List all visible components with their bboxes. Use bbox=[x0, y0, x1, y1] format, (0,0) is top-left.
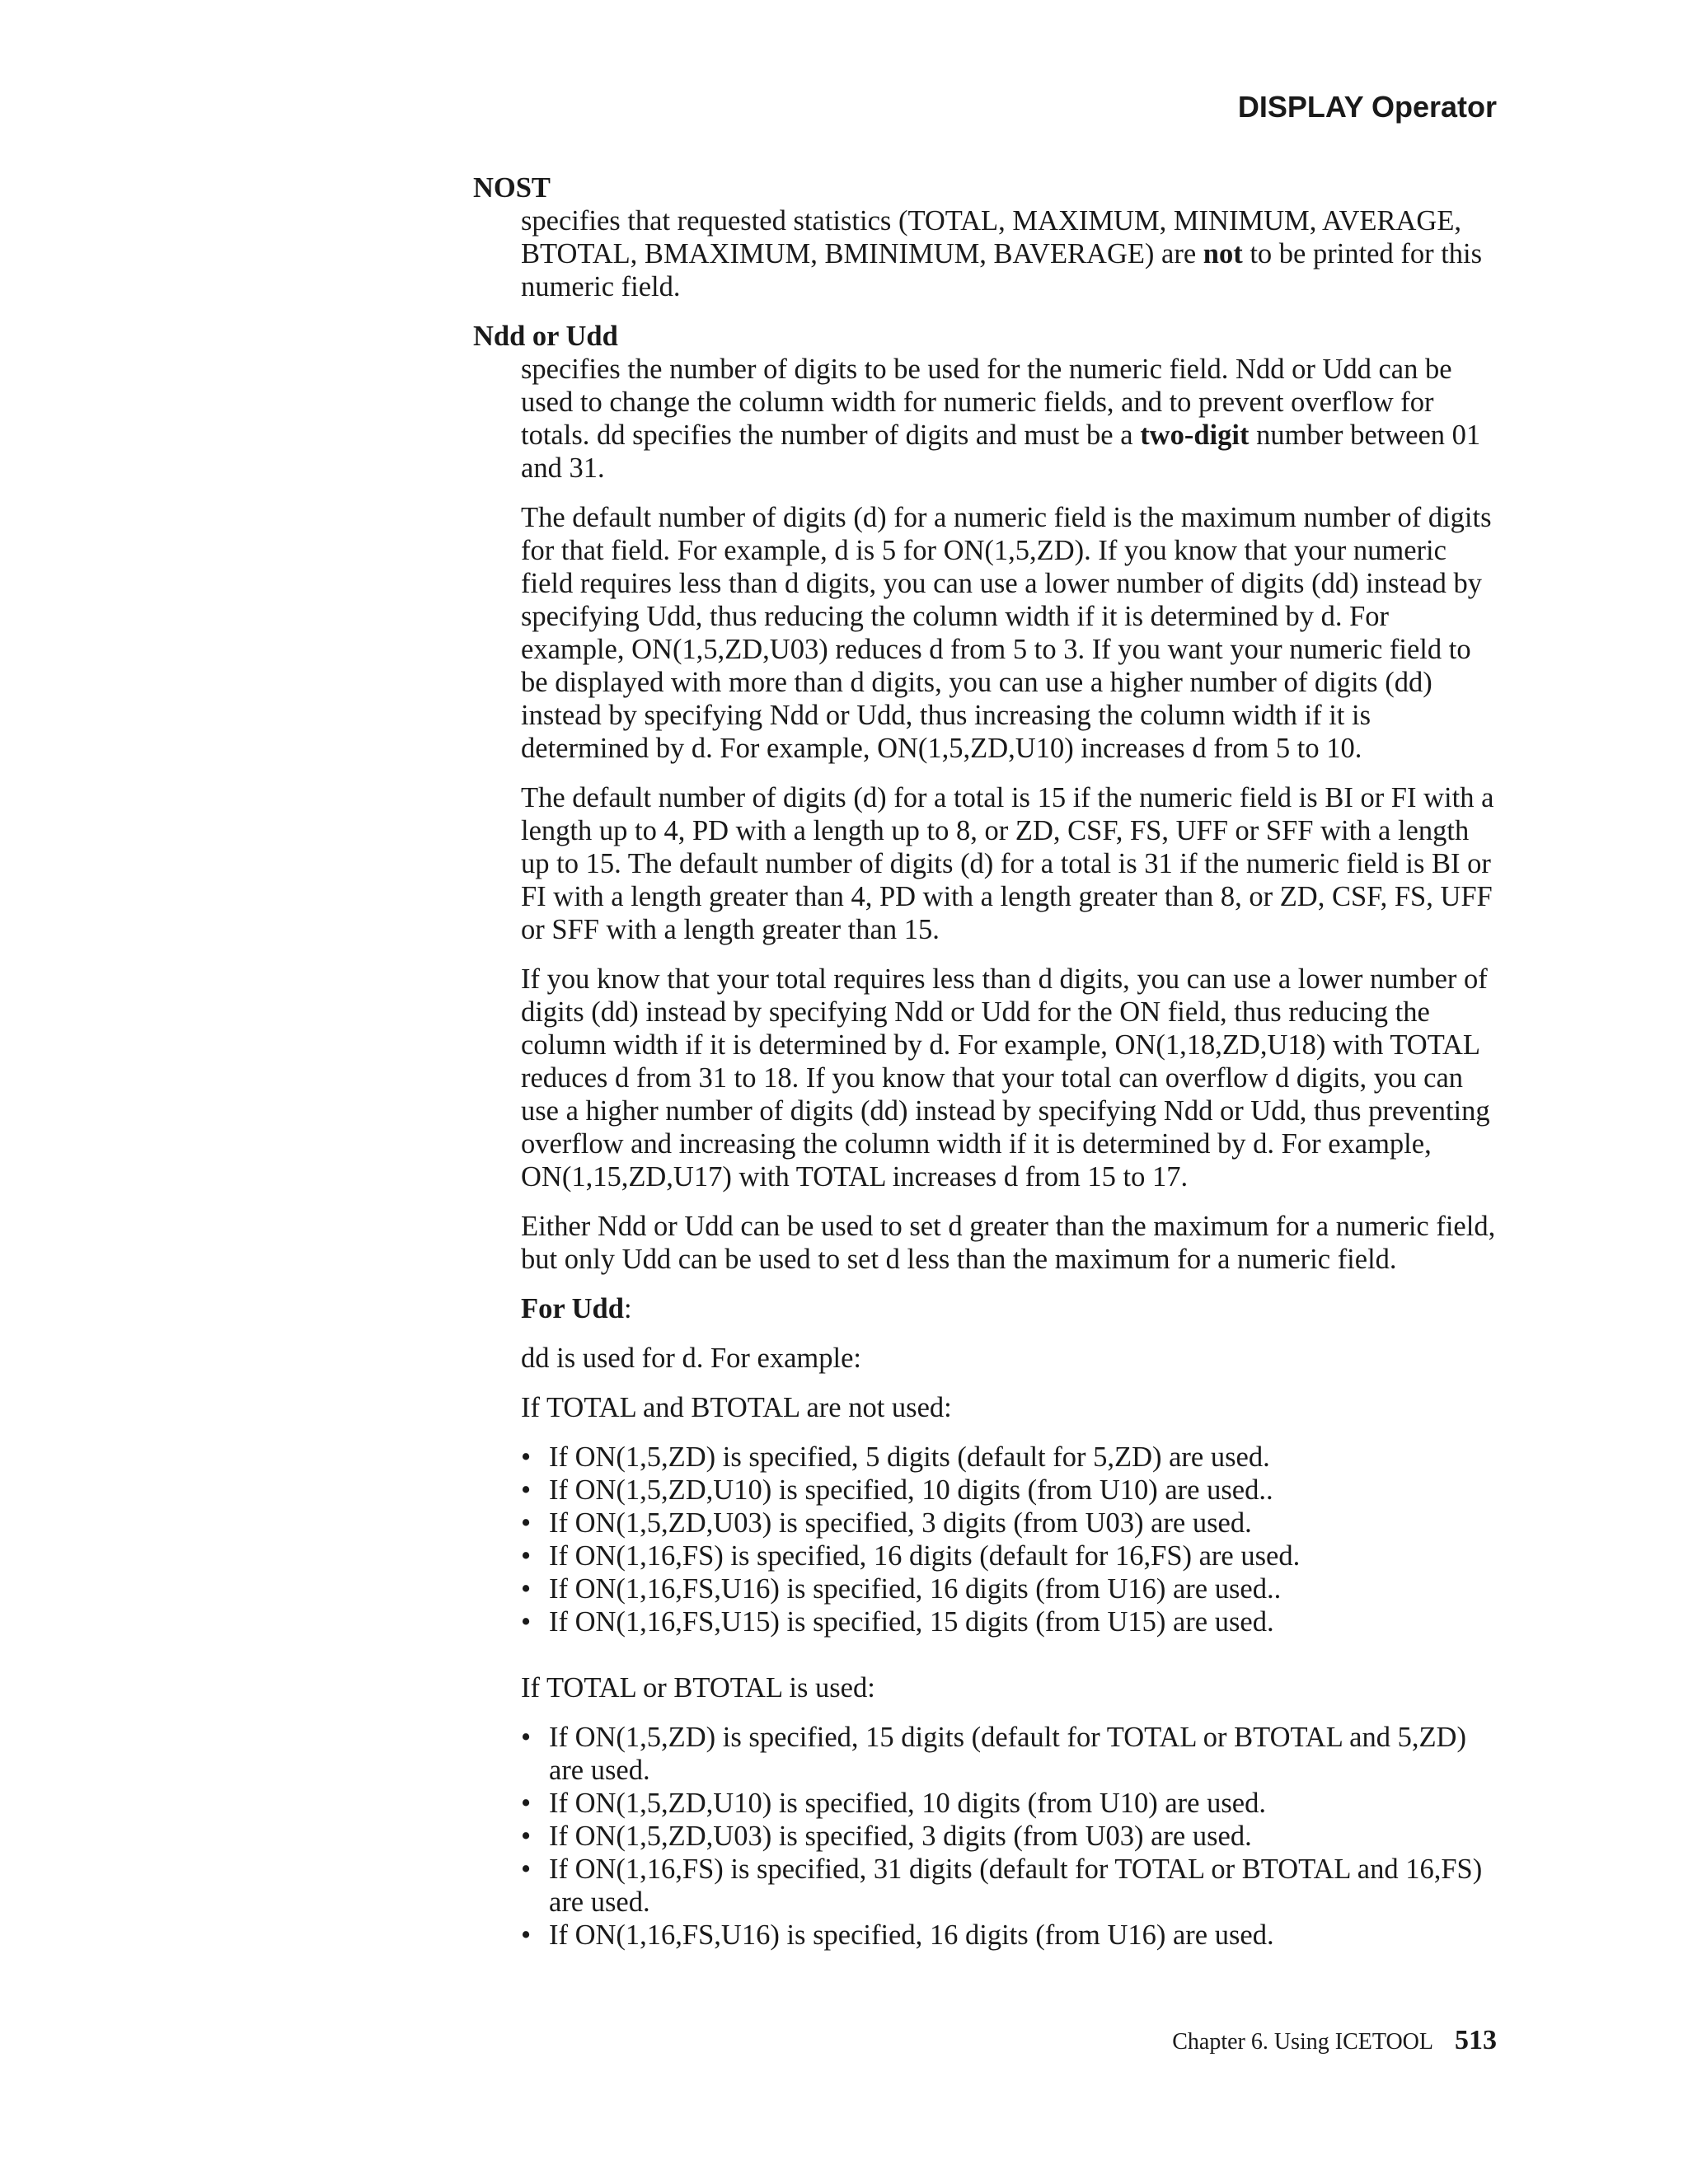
paragraph-default-digits: The default number of digits (d) for a numeric field is the maximum number of digits for that field. For example, d is 5 for ON(1,5,ZD). If you know that your numeric field requires less than d digits, you can use a lower number of digits (dd) instead by specifying Udd, thus reducing the column width if it is determined by d. For example, ON(1,5,ZD,U03) reduces d from 5 to 3. If you want your numeric field to be displayed with more than d digits, you can use a higher number of digits (dd) instead by specifying Ndd or Udd, thus increasing the column width if it is determined by d. For example, ON(1,5,ZD,U10) increases d from 5 to 10. bbox=[521, 502, 1492, 764]
footer-chapter-title: Chapter 6. Using ICETOOL bbox=[1172, 2029, 1433, 2055]
paragraph-ndd-vs-udd: Either Ndd or Udd can be used to set d greater than the maximum for a numeric field, but only Udd can be used to set d less than the maximum for a numeric field. bbox=[521, 1211, 1496, 1275]
emphasis-two-digit: two-digit bbox=[1140, 419, 1250, 451]
emphasis-not: not bbox=[1203, 238, 1243, 269]
list-item: • If ON(1,5,ZD) is specified, 15 digits (default for TOTAL or BTOTAL and 5,ZD) are used. bbox=[521, 1721, 1497, 1787]
list-item: • If ON(1,16,FS,U16) is specified, 16 digits (from U16) are used.. bbox=[521, 1572, 1497, 1605]
list-item: • If ON(1,5,ZD,U10) is specified, 10 digits (from U10) are used.. bbox=[521, 1474, 1497, 1507]
definition-entry-nost bbox=[473, 171, 1497, 303]
list-item: • If ON(1,5,ZD,U03) is specified, 3 digits (from U03) are used. bbox=[521, 1820, 1497, 1853]
list-heading-no-total: If TOTAL and BTOTAL are not used: bbox=[521, 1392, 952, 1423]
definition-nost-text: specifies that requested statistics (TOTAL, MAXIMUM, MINIMUM, AVERAGE, BTOTAL, BMAXIMUM, BMINIMUM, BAVERAGE) are not to be printed for this numeric field. bbox=[521, 205, 1483, 302]
list-item: • If ON(1,16,FS) is specified, 16 digits (default for 16,FS) are used. bbox=[521, 1540, 1497, 1572]
list-item: • If ON(1,5,ZD,U10) is specified, 10 digits (from U10) are used. bbox=[521, 1787, 1497, 1820]
definition-ndd-udd bbox=[521, 353, 1497, 1952]
paragraph-digits-spec: specifies the number of digits to be used for the numeric field. Ndd or Udd can be used to change the column width for numeric fields, and to prevent overflow for totals. dd specifies the number of digits and must be a two-digit number between 01 and 31. bbox=[521, 354, 1481, 484]
term-ndd-udd: Ndd or Udd bbox=[473, 321, 618, 352]
definition-nost bbox=[521, 204, 1497, 303]
page-footer bbox=[1172, 2026, 1497, 2057]
list-item: • If ON(1,5,ZD) is specified, 5 digits (default for 5,ZD) are used. bbox=[521, 1441, 1497, 1474]
paragraph-default-total: The default number of digits (d) for a total is 15 if the numeric field is BI or FI with a length up to 4, PD with a length up to 8, or ZD, CSF, FS, UFF or SFF with a length up to 15. The default number of digits (d) for a total is 31 if the numeric field is BI or FI with a length greater than 4, PD with a length greater than 8, or ZD, CSF, FS, UFF or SFF with a length greater than 15. bbox=[521, 782, 1494, 945]
list-item: • If ON(1,16,FS) is specified, 31 digits (default for TOTAL or BTOTAL and 16,FS) are used. bbox=[521, 1853, 1497, 1919]
list-item: • If ON(1,5,ZD,U03) is specified, 3 digits (from U03) are used. bbox=[521, 1507, 1497, 1540]
definition-entry-ndd-udd bbox=[473, 320, 1497, 1952]
running-header-title: DISPLAY Operator bbox=[1237, 90, 1497, 124]
page-number: 513 bbox=[1455, 2025, 1497, 2055]
paragraph-total-overflow: If you know that your total requires less than d digits, you can use a lower number of digits (dd) instead by specifying Ndd or Udd for the ON field, thus reducing the column width if it is determined by d. For example, ON(1,18,ZD,U18) with TOTAL reduces d from 31 to 18. If you know that your total can overflow d digits, you can use a higher number of digits (dd) instead by specifying Ndd or Udd, thus preventing overflow and increasing the column width if it is determined by d. For example, ON(1,15,ZD,U17) with TOTAL increases d from 15 to 17. bbox=[521, 963, 1490, 1193]
list-item: • If ON(1,16,FS,U15) is specified, 15 digits (from U15) are used. bbox=[521, 1605, 1497, 1638]
list-heading-total: If TOTAL or BTOTAL is used: bbox=[521, 1672, 875, 1704]
list-item: • If ON(1,16,FS,U16) is specified, 16 digits (from U16) are used. bbox=[521, 1919, 1497, 1952]
bullet-list-total bbox=[521, 1721, 1497, 1952]
term-nost: NOST bbox=[473, 172, 551, 204]
subheading-for-udd: For Udd: bbox=[521, 1293, 632, 1324]
page-body bbox=[473, 171, 1497, 1968]
paragraph-dd-used: dd is used for d. For example: bbox=[521, 1343, 861, 1374]
bullet-list-no-total bbox=[521, 1441, 1497, 1638]
